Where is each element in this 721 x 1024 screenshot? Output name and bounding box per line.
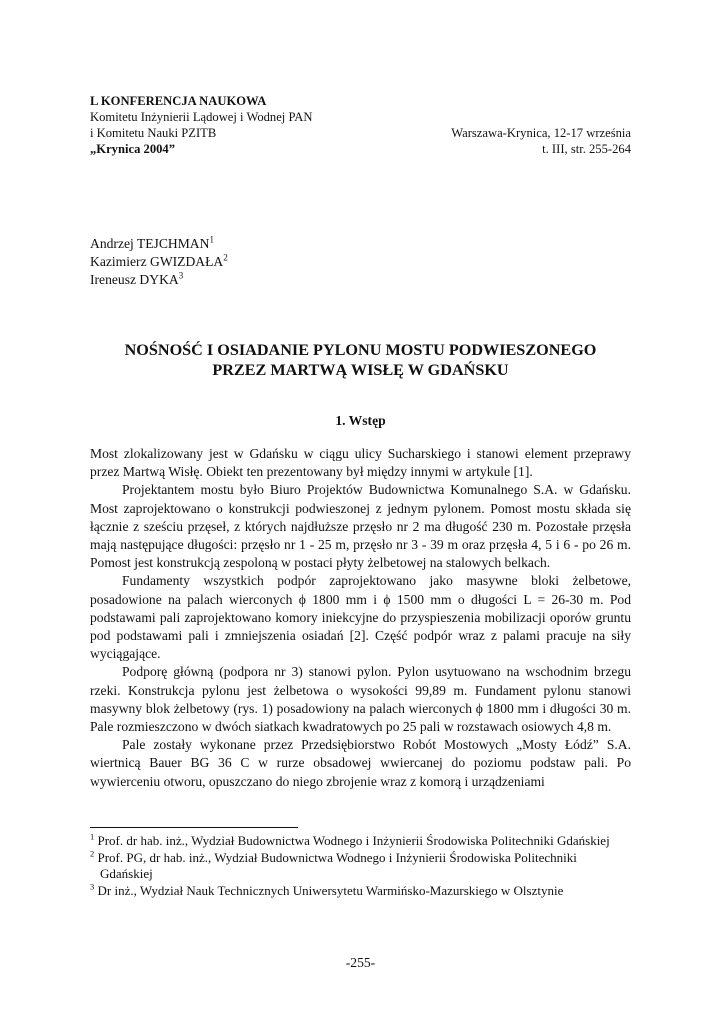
body-text: [90, 445, 631, 791]
author: [90, 271, 228, 289]
paragraph: Podporę główną (podpora nr 3) stanowi pylon. Pylon usytuowano na wschodnim brzegu rzeki. Konstrukcja pylonu jest żelbetowa o wysokości 99,89 m. Fundament pylonu stanowi masywny blok żelbetowy (rys. 1) posadowiony na palach wierconych ϕ 1800 mm i długości 30 m. Pale rozmieszczono w dwóch siatkach kwadratowych po 25 pali w rozstawach osiowych 4,8 m.: [90, 664, 631, 735]
footnote-text: Prof. PG, dr hab. inż., Wydział Budownictwa Wodnego i Inżynierii Środowiska Politechniki Gdańskiej: [97, 849, 577, 881]
section-heading: 1. Wstęp: [335, 413, 386, 428]
footnote: [90, 883, 631, 900]
paragraph: Most zlokalizowany jest w Gdańsku w ciągu ulicy Sucharskiego i stanowi element przeprawy przez Martwą Wisłę. Obiekt ten prezentowany był między innymi w artykule [1].: [90, 446, 631, 480]
paragraph: Fundamenty wszystkich podpór zaprojektowano jako masywne bloki żelbetowe, posadowione na palach wierconych ϕ 1800 mm i ϕ 1500 mm o długości L = 26-30 m. Pod podstawami pali zaprojektowano komory iniekcyjne do przyspieszenia mobilizacji oporów gruntu pod podstawami pali i zmniejszenia osiadań [2]. Część podpór wraz z palami pracuje na siły wyciągające.: [90, 573, 631, 662]
footnotes: [90, 833, 631, 899]
conference-location-block: [371, 125, 631, 157]
author-list: [90, 235, 228, 289]
footnote: [90, 850, 631, 883]
author-name: Andrzej TEJCHMAN: [90, 236, 210, 251]
footnote-text: Dr inż., Wydział Nauk Technicznych Uniwersytetu Warmińsko-Mazurskiego w Olsztynie: [97, 882, 564, 898]
paragraph: Pale zostały wykonane przez Przedsiębiorstwo Robót Mostowych „Mosty Łódź” S.A. wiertnicą Bauer BG 36 C w rurze obsadowej wwiercanej do poziomu podstaw pali. Po wywierceniu otworu, opuszczano do niego zbrojenie wraz z komorą i urządzeniami: [90, 737, 631, 789]
author-footnote-mark: 2: [223, 252, 228, 263]
title-line-2: PRZEZ MARTWĄ WISŁĘ W GDAŃSKU: [212, 361, 509, 379]
conference-name: L KONFERENCJA NAUKOWA: [90, 94, 267, 108]
paragraph: Projektantem mostu było Biuro Projektów Budownictwa Komunalnego S.A. w Gdańsku. Most zaprojektowano o konstrukcji podwieszonej z jednym pylonem. Pomost mostu składa się łącznie z sześciu przęseł, z których najdłuższe przęsło nr 2 ma długość 230 m. Pozostałe przęsła mają następujące długości: przęsło nr 1 - 25 m, przęsło nr 3 - 39 m oraz przęsła 4, 5 i 6 - po 26 m. Pomost jest konstrukcją zespoloną w postaci płyty żelbetowej na stalowych belkach.: [90, 482, 631, 571]
title-line-1: NOŚNOŚĆ I OSIADANIE PYLONU MOSTU PODWIESZONEGO: [124, 341, 597, 359]
committee-line-1: Komitetu Inżynierii Lądowej i Wodnej PAN: [90, 110, 313, 124]
footnote: [90, 833, 631, 850]
footnote-text: Prof. dr hab. inż., Wydział Budownictwa Wodnego i Inżynierii Środowiska Politechniki Gdańskiej: [97, 833, 610, 848]
author-footnote-mark: 3: [178, 270, 184, 281]
author-name: Ireneusz DYKA: [90, 272, 179, 287]
author-footnote-mark: 1: [209, 234, 214, 245]
conference-short-name: „Krynica 2004”: [90, 142, 176, 156]
conference-location-date: Warszawa-Krynica, 12-17 września: [451, 126, 631, 140]
footnote-divider: [90, 827, 298, 828]
volume-pages: t. III, str. 255-264: [542, 142, 631, 156]
author-name: Kazimierz GWIZDAŁA: [90, 254, 224, 269]
author: [90, 253, 228, 271]
page-number: -255-: [345, 955, 376, 970]
footnote-mark: 1: [90, 831, 95, 842]
footnote-mark: 3: [90, 881, 95, 892]
committee-line-2: i Komitetu Nauki PZITB: [90, 126, 217, 140]
paper-title: [90, 340, 631, 380]
footnote-mark: 2: [90, 848, 95, 859]
author: [90, 235, 228, 253]
